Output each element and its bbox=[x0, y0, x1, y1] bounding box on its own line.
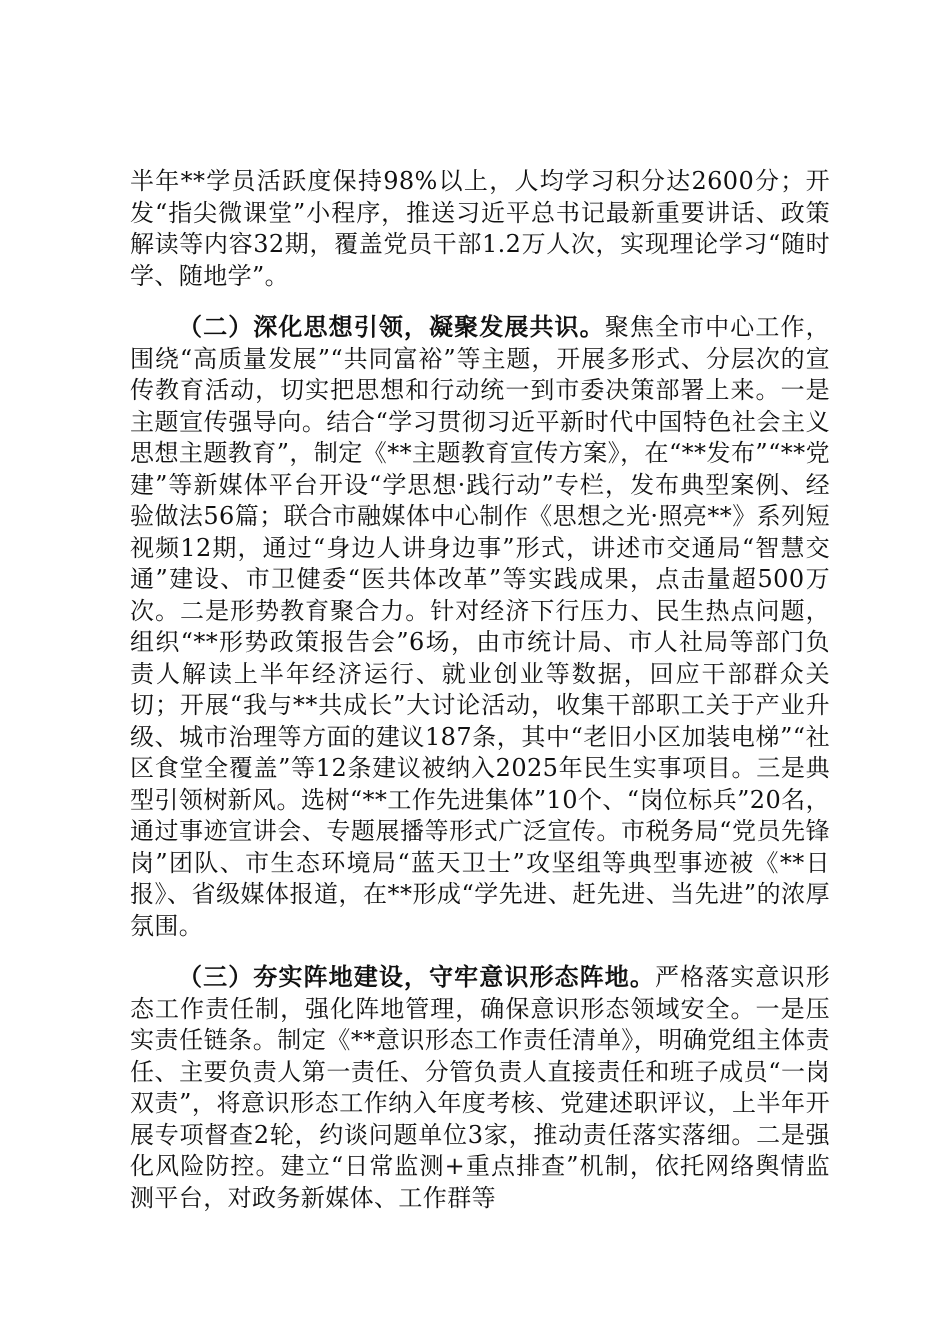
document-body bbox=[130, 166, 830, 1214]
paragraph-text: 严格落实意识形态工作责任制，强化阵地管理，确保意识形态领域安全。一是压实责任链条。制定《**意识形态工作责任清单》，明确党组主体责任、主要负责人第一责任、分管负责人直接责任和班子成员“一岗双责”，将意识形态工作纳入年度考核、党建述职评议，上半年开展专项督查2轮，约谈问题单位3家，推动责任落实落细。二是强化风险防控。建立“日常监测+重点排查”机制，依托网络舆情监测平台，对政务新媒体、工作群等 bbox=[130, 963, 830, 1212]
paragraph-continuation bbox=[130, 166, 830, 292]
paragraph-lead: （三）夯实阵地建设，守牢意识形态阵地。 bbox=[178, 963, 655, 991]
paragraph-text: 聚焦全市中心工作，围绕“高质量发展”“共同富裕”等主题，开展多形式、分层次的宣传教育活动，切实把思想和行动统一到市委决策部署上来。一是主题宣传强导向。结合“学习贯彻习近平新时代中国特色社会主义思想主题教育”，制定《**主题教育宣传方案》，在“**发布”“**党建”等新媒体平台开设“学思想·践行动”专栏，发布典型案例、经验做法56篇；联合市融媒体中心制作《思想之光·照亮**》系列短视频12期，通过“身边人讲身边事”形式，讲述市交通局“智慧交通”建设、市卫健委“医共体改革”等实践成果，点击量超500万次。二是形势教育聚合力。针对经济下行压力、民生热点问题，组织“**形势政策报告会”6场，由市统计局、市人社局等部门负责人解读上半年经济运行、就业创业等数据，回应干部群众关切；开展“我与**共成长”大讨论活动，收集干部职工关于产业升级、城市治理等方面的建议187条，其中“老旧小区加装电梯”“社区食堂全覆盖”等12条建议被纳入2025年民生实事项目。三是典型引领树新风。选树“**工作先进集体”10个、“岗位标兵”20名，通过事迹宣讲会、专题展播等形式广泛宣传。市税务局“党员先锋岗”团队、市生态环境局“蓝天卫士”攻坚组等典型事迹被《**日报》、省级媒体报道，在**形成“学先进、赶先进、当先进”的浓厚氛围。 bbox=[130, 313, 830, 940]
paragraph-section-three bbox=[130, 962, 830, 1214]
paragraph-lead: （二）深化思想引领，凝聚发展共识。 bbox=[178, 313, 605, 341]
paragraph-text: 半年**学员活跃度保持98%以上，人均学习积分达2600分；开发“指尖微课堂”小程序，推送习近平总书记最新重要讲话、政策解读等内容32期，覆盖党员干部1.2万人次，实现理论学习“随时学、随地学”。 bbox=[130, 167, 830, 290]
paragraph-section-two bbox=[130, 312, 830, 942]
